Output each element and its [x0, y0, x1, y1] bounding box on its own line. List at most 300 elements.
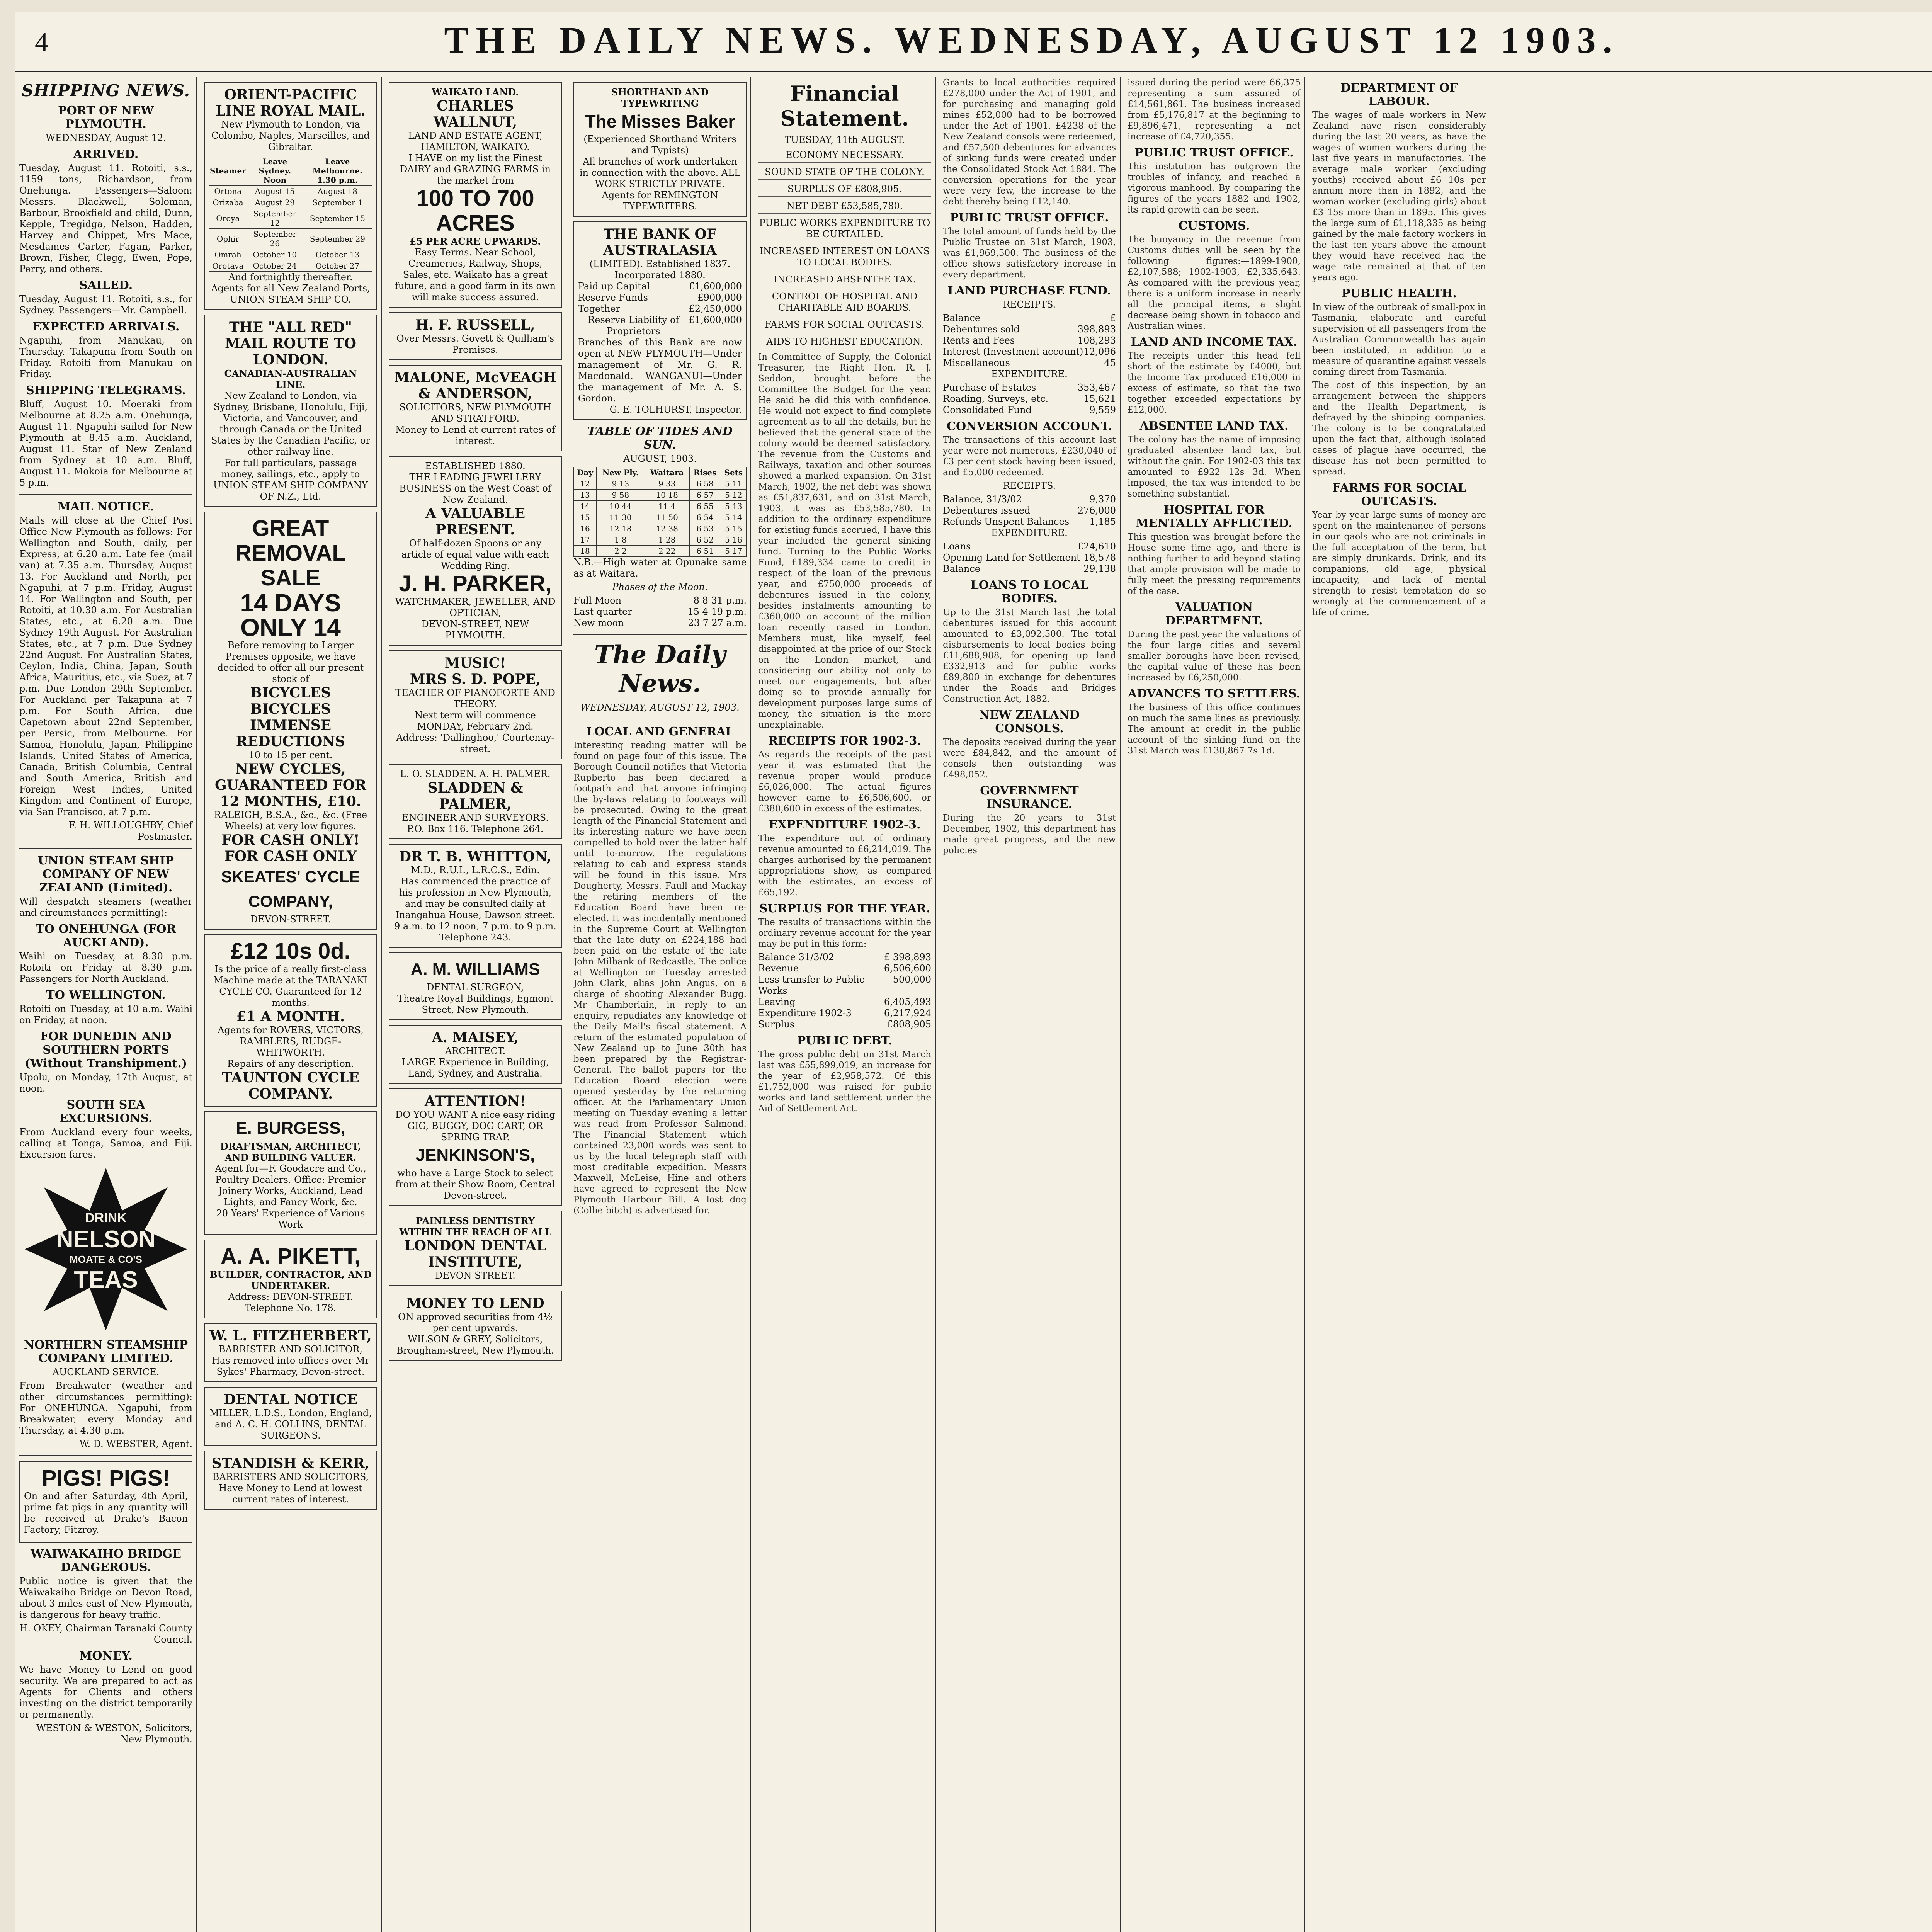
baker-heading: SHORTHAND AND TYPEWRITING [611, 87, 709, 109]
parker-title: WATCHMAKER, JEWELLER, AND OPTICIAN, [395, 596, 556, 618]
surplus-row [758, 974, 931, 997]
steamer-header-cell: Leave Melbourne. 1.30 p.m. [303, 156, 372, 186]
parker-address: DEVON-STREET, NEW PLYMOUTH. [421, 619, 529, 641]
loans-text: Up to the 31st March last the total debentures issued for this account amounted to £3,092,500. The total disbursements to local bodies being £11,688,988, for opening up land £332,913 and for public works £89,800 in exchange for debentures under the Roads and Bridges Construction Act, 1882. [943, 607, 1116, 704]
standish-advert [204, 1451, 377, 1510]
money-text: We have Money to Lend on good security. We are prepared to act as Agents for Clients and others investing on the district temporarily or permanently. [19, 1664, 192, 1720]
steamer-cell: September 1 [303, 197, 372, 208]
pikett-advert [204, 1240, 377, 1318]
walnut-title: LAND AND ESTATE AGENT, HAMILTON, WAIKATO. [408, 130, 543, 152]
paper-date: WEDNESDAY, AUGUST 12, 1903. [580, 702, 740, 713]
surplus-row [758, 1008, 931, 1019]
tides-row [574, 501, 747, 512]
whitton-advert [389, 844, 562, 948]
conversion-receipt-row-value: 1,185 [1089, 516, 1116, 527]
walnut-text: I HAVE on my list the Finest DAIRY and GRAZING FARMS in the market from [400, 153, 551, 186]
bank-row [578, 303, 742, 315]
financial-date: TUESDAY, 11th AUGUST. [784, 134, 905, 145]
steamer-header-cell: Leave Sydney. Noon [247, 156, 303, 186]
advances-text: The business of this office continues on much the same lines as previously. The amount at credit in the public account of the sinking fund on the 31st March was £138,867 7s 1d. [1128, 702, 1301, 756]
tides-cell: 12 18 [597, 523, 645, 534]
removal-reductions: IMMENSE REDUCTIONS [236, 717, 345, 750]
land-receipt-row [943, 346, 1116, 357]
steamer-table-body [209, 186, 372, 272]
sladden-title: ENGINEER AND SURVEYORS. [402, 812, 549, 823]
bank-row-value: £1,600,000 [689, 315, 742, 325]
maisey-title: ARCHITECT. [445, 1046, 506, 1056]
tides-cell: 11 4 [645, 501, 689, 512]
tides-table-body [574, 478, 747, 557]
steamer-cell: September 12 [247, 208, 303, 229]
financial-headline: PUBLIC WORKS EXPENDITURE TO BE CURTAILED. [758, 216, 931, 242]
telegrams-heading: SHIPPING TELEGRAMS. [26, 384, 186, 397]
land-receipt-row-label: Balance [943, 313, 981, 323]
parker-gift-text: Of half-dozen Spoons or any article of equal value with each Wedding Ring. [401, 538, 549, 571]
customs-text: The buoyancy in the revenue from Customs duties will be seen by the following figures:—1899-1900, £2,107,588; 1902-1903, £2,335,643. As compared with the previous year, there is a uniform increase in nearly all the principal items, a slight decrease being shown in tobacco and Australian wines. [1128, 235, 1301, 331]
land-receipt-row [943, 313, 1116, 324]
bank-row-label: Paid up Capital [578, 281, 650, 292]
steamer-row [209, 260, 372, 272]
surplus-row [758, 963, 931, 974]
port-heading: PORT OF NEW PLYMOUTH. [58, 104, 154, 131]
excursions-heading: SOUTH SEA EXCURSIONS. [59, 1098, 153, 1125]
sailed-heading: SAILED. [79, 279, 133, 292]
tides-cell: 5 13 [721, 501, 746, 512]
land-expenditure-row [943, 382, 1116, 393]
surplus-row-label: Balance 31/3/02 [758, 952, 835, 963]
land-receipt-row [943, 335, 1116, 346]
union-company-text: Will despatch steamers (weather and circumstances permitting): [19, 896, 192, 918]
conversion-expenditure-row-value: 29,138 [1083, 563, 1116, 574]
tides-cell: 14 [574, 501, 597, 512]
burgess-name: E. BURGESS, [236, 1119, 345, 1138]
local-news-text: Interesting reading matter will be found on page four of this issue. The Borough Council notifies that Victoria Rupberto has been declared a footpath and that anyone infringing the by-laws relating to footways will be prosecuted. Owing to the great length of the Financial Statement and its interesting nature we have been compelled to hold over the latter half until to-morrow. The regulations relating to cab and express stands will be found in this issue. Mrs Dougherty, Messrs. Faull and Mackay the retiring members of the Education Board have been re-elected. It was incidentally mentioned in the Supreme Court at Wellington that the late duty on £224,188 had been paid on the estate of the late John Milbank of Redcastle. The police at Wellington on Tuesday arrested John Clark, alias John Angus, on a charge of shooting Alexander Bugg. Mr Chamberlain, in reply to an enquiry, repudiates any knowledge of the Daily Mail's fiscal statement. A return of the estimated population of New Zealand up to June 30th has been prepared by the Registrar-General. The ballot papers for the Education Board election were opened yesterday by the returning officer. At the Parliamentary Union meeting on Tuesday evening a letter was read from Professor Salmond. The Financial Statement which contained 23,000 words was sent to us by the local telegraph staff with most creditable expedition. Messrs Maxwell, McLeise, Hine and others have agreed to represent the New Plymouth Harbour Bill. A lost dog (Collie bitch) is advertised for. [573, 740, 747, 1216]
land-expenditure-table [943, 382, 1116, 416]
land-receipt-row-value: 45 [1104, 357, 1116, 368]
telegrams-text: Bluff, August 10. Moeraki from Melbourne at 8.25 a.m. Onehunga, August 11. Ngapuhi sailed for New Plymouth at 8.45 a.m. Auckland, August 11. Star of New Zealand from Sydney at 10 a.m. Bluff, August 11. Mokoia for Melbourne at 5 p.m. [19, 399, 192, 488]
sladden-firm: SLADDEN & PALMER, [427, 780, 523, 812]
bank-row [578, 281, 742, 292]
financial-headline: SURPLUS OF £808,905. [758, 182, 931, 197]
institute-address: DEVON STREET. [435, 1270, 515, 1281]
conversion-expenditure-row-label: Balance [943, 563, 981, 574]
tides-cell: 6 53 [689, 523, 721, 534]
baker-subheading: (Experienced Shorthand Writers and Typists) [583, 134, 736, 156]
moon-row-value: 15 4 19 p.m. [687, 606, 747, 617]
tides-cell: 10 18 [645, 490, 689, 501]
whitton-text: Has commenced the practice of his profession in New Plymouth, and may be consulted daily at Inangahua House, Dawson street. [395, 876, 555, 920]
williams-title: DENTAL SURGEON, [427, 982, 524, 993]
surplus-row-label: Leaving [758, 997, 796, 1007]
star-text-teas: TEAS [74, 1267, 138, 1293]
cycle-agents: Agents for ROVERS, VICTORS, RAMBLERS, RUDGE-WHITWORTH. [218, 1025, 364, 1058]
malone-note: Money to Lend at current rates of interest. [395, 424, 555, 446]
orient-note: And fortnightly thereafter. [228, 272, 353, 282]
attention-heading: ATTENTION! [424, 1093, 526, 1109]
moon-phases-list [573, 595, 747, 629]
sladden-telephone: P.O. Box 116. Telephone 264. [407, 823, 544, 834]
land-expenditure-row-value: 353,467 [1077, 382, 1116, 393]
whitton-name: DR T. B. WHITTON, [399, 849, 552, 865]
pope-address: Address: 'Dallinghoo,' Courtenay-street. [396, 732, 554, 754]
malone-name: MALONE, McVEAGH & ANDERSON, [394, 369, 556, 402]
taunton-name: TAUNTON CYCLE COMPANY. [222, 1070, 359, 1102]
new-cycles: NEW CYCLES, GUARANTEED FOR 12 MONTHS, £10. [215, 761, 366, 810]
music-advert [389, 650, 562, 759]
dental-heading: DENTAL NOTICE [223, 1391, 358, 1408]
tides-table-header [574, 467, 747, 478]
tides-header-cell: New Ply. [597, 467, 645, 478]
tides-cell: 18 [574, 546, 597, 557]
sailed-text: Tuesday, August 11. Rotoiti, s.s., for Sydney. Passengers—Mr. Campbell. [19, 294, 192, 316]
column-financial-departments [1124, 77, 1305, 1932]
williams-advert [389, 952, 562, 1020]
cycle-repairs: Repairs of any description. [227, 1058, 354, 1069]
steamer-cell: October 24 [247, 260, 303, 272]
star-text-nelson: NELSON [56, 1226, 156, 1253]
insurance-text-continued: issued during the period were 66,375 representing a sum assured of £14,561,861. The business increased from £5,176,817 at the beginning to £9,896,471, representing a net increase of £4,720,355. [1128, 78, 1301, 142]
land-receipts-table [943, 313, 1116, 369]
baker-text: All branches of work undertaken in connection with the above. ALL WORK STRICTLY PRIVATE. [579, 156, 741, 189]
conversion-receipt-row-value: 9,370 [1089, 494, 1116, 505]
steamer-row [209, 186, 372, 197]
tides-cell: 1 8 [597, 534, 645, 546]
sladden-advert [389, 764, 562, 839]
dental-institute-advert [389, 1211, 562, 1286]
conversion-expenditure-row [943, 552, 1116, 563]
tides-cell: 5 12 [721, 490, 746, 501]
institute-name: LONDON DENTAL INSTITUTE, [404, 1238, 546, 1270]
steamer-cell: August 29 [247, 197, 303, 208]
land-expenditure-row [943, 405, 1116, 416]
cycle-price-text: Is the price of a really first-class Machine made at the TARANAKI CYCLE CO. Guaranteed for 12 months. [213, 964, 368, 1008]
tides-cell: 2 22 [645, 546, 689, 557]
land-receipt-row-value: 108,293 [1077, 335, 1116, 346]
health-text: In view of the outbreak of small-pox in Tasmania, elaborate and careful supervision of all passengers from the Australian Commonwealth has again been instituted, in addition to a measure of quarantine against vessels coming direct from Tasmania. [1312, 302, 1486, 377]
public-trust-text: The total amount of funds held by the Public Trustee on 31st March, 1903, was £1,969,500. The business of the office shows satisfactory increase in every department. [943, 226, 1116, 280]
union-company-heading: UNION STEAM SHIP COMPANY OF NEW ZEALAND (Limited). [37, 854, 174, 895]
northern-service: AUCKLAND SERVICE. [52, 1367, 160, 1378]
burgess-experience: 20 Years' Experience of Various Work [216, 1208, 365, 1230]
tides-cell: 16 [574, 523, 597, 534]
land-receipt-row-value: 398,893 [1077, 324, 1116, 335]
nelson-tea-star-advert [21, 1164, 191, 1334]
conversion-expenditure-row [943, 563, 1116, 575]
burgess-advert [204, 1111, 377, 1235]
all-red-route-advert [204, 315, 377, 507]
malone-advert [389, 365, 562, 451]
tides-cell: 13 [574, 490, 597, 501]
land-tax-heading: LAND AND INCOME TAX. [1131, 335, 1298, 349]
steamer-cell: October 10 [247, 249, 303, 260]
surplus-row-label: Surplus [758, 1019, 795, 1030]
bank-text: Branches of this Bank are now open at NEW PLYMOUTH—Under management of Mr. G. R. Macdonald. WANGANUI—Under the management of Mr. A. S. Gordon. [578, 337, 742, 404]
removal-reductions-note: 10 to 15 per cent. [248, 750, 333, 760]
financial-text: In Committee of Supply, the Colonial Treasurer, the Right Hon. R. J. Seddon, brought before the Committee the Budget for the year. He said he did this with confidence. He would not expect to find complete agreement as to all the details, but he believed that the general state of the colony would be deemed satisfactory. The revenue from the Customs and Railways, taxation and other sources showed a marked expansion. On 31st March, 1902, the net debt was shown as £51,837,631, and on 31st March, 1903, it was as £53,585,780. In addition to the ordinary expenditure for existing funds accrued, I have this year included the general sinking fund. Turning to the Public Works Fund, £189,334 came to credit in respect of the loan of the previous year, and £750,000 proceeds of debentures issued in the colony, besides instalments amounting to £360,000 on account of the million loan recently raised in London. Members must, like myself, feel disappointed at the price of our Stock on the London market, and considering our ability not only to meet our engagements, but after doing so to provide annually for development purposes large sums of money, the situation is the more unexplainable. [758, 352, 931, 730]
steamer-table [209, 156, 372, 272]
walnut-advert [389, 82, 562, 308]
canadian-note: For full particulars, passage money, sailings, etc., apply to UNION STEAM SHIP COMPANY OF N.Z., Ltd. [213, 457, 368, 502]
absentee-heading: ABSENTEE LAND TAX. [1139, 419, 1289, 433]
surplus-row-value: £ 398,893 [884, 952, 931, 963]
surplus-row [758, 952, 931, 963]
newspaper-page [15, 12, 1932, 1932]
valuation-text: During the past year the valuations of the four large cities and several smaller boroughs have been revised, the capital value of these has been increased by £6,250,000. [1128, 629, 1301, 683]
conversion-expenditure-row [943, 541, 1116, 552]
russell-name: H. F. RUSSELL, [415, 317, 535, 333]
tides-cell: 5 11 [721, 478, 746, 490]
tides-cell: 11 50 [645, 512, 689, 523]
northern-text: From Breakwater (weather and other circumstances permitting): For ONEHUNGA. Ngapuhi, from Breakwater, every Monday and Thursday, at 4.30 p.m. [19, 1380, 192, 1436]
bank-row-value: £1,600,000 [689, 281, 742, 292]
conversion-receipt-row-label: Debentures issued [943, 505, 1031, 516]
tides-heading: TABLE OF TIDES AND SUN. [587, 425, 733, 452]
customs-heading: CUSTOMS. [1178, 219, 1250, 233]
conversion-heading: CONVERSION ACCOUNT. [947, 420, 1112, 433]
steamer-row [209, 197, 372, 208]
music-heading: MUSIC! [444, 655, 506, 671]
land-receipt-row-label: Miscellaneous [943, 357, 1010, 368]
tides-header-cell: Sets [721, 467, 746, 478]
walnut-location: WAIKATO LAND. [432, 87, 519, 98]
conversion-expenditure-row-value: 18,578 [1083, 552, 1116, 563]
steamer-cell: September 29 [303, 229, 372, 249]
bank-row-label: Together [578, 303, 620, 314]
bank-row-value: £2,450,000 [689, 303, 742, 314]
expected-heading: EXPECTED ARRIVALS. [32, 320, 180, 333]
skeates-address: DEVON-STREET. [250, 914, 331, 925]
conversion-receipt-row-label: Balance, 31/3/02 [943, 494, 1022, 505]
financial-heading: Financial Statement. [780, 81, 909, 131]
parker-advert [389, 456, 562, 646]
walnut-name: CHARLES WALLNUT, [433, 98, 517, 130]
cycle-monthly: £1 A MONTH. [236, 1009, 345, 1025]
expenditure-text: The expenditure out of ordinary revenue amounted to £6,214,019. The charges authorised by the permanent appropriations show, as compared with the estimates, an excess of £65,192. [758, 833, 931, 898]
attention-text: DO YOU WANT A nice easy riding GIG, BUGGY, DOG CART, OR SPRING TRAP. [395, 1109, 555, 1143]
absentee-text: The colony has the name of imposing graduated absentee land tax, but without the gain. For 1902-03 this tax amounted to £922 12s 3d. When imposed, the tax was intended to be something substantial. [1128, 435, 1301, 499]
land-receipt-row-label: Rents and Fees [943, 335, 1015, 346]
financial-headline: INCREASED ABSENTEE TAX. [758, 272, 931, 287]
steamer-table-header [209, 156, 372, 186]
bridge-signature: H. OKEY, Chairman Taranaki County Council. [19, 1623, 192, 1645]
surplus-row-value: 6,405,493 [884, 997, 931, 1007]
parker-established: ESTABLISHED 1880. [425, 461, 526, 471]
conversion-receipts-heading: RECEIPTS. [1003, 480, 1056, 491]
divider [19, 848, 192, 849]
consols-heading: NEW ZEALAND CONSOLS. [979, 708, 1080, 735]
outcasts-text: Year by year large sums of money are spent on the maintenance of persons in our gaols who are not criminals in the full acceptation of the term, but are simply drunkards. Drink, and its companions, old age, physical incapacity, and lack of mental strength to resist temptation do so wrongly at the commencement of a life of crime. [1312, 510, 1486, 617]
financial-text-continued: Grants to local authorities required £278,000 under the Act of 1901, and for purchasing and managing gold mines £52,000 had to be borrowed under the Act of 1901. £4238 of the New Zealand consols were redeemed, and £57,500 debentures for advances of sinking funds were created under the Consolidated Stock Act 1884. The conversion operations for the year were very few, the increase to the debt thereby being £12,140. [943, 78, 1116, 207]
star-text-drink: DRINK [85, 1211, 127, 1225]
tides-cell: 2 2 [597, 546, 645, 557]
newspaper-title: THE DAILY NEWS. WEDNESDAY, AUGUST 12 1903. [444, 19, 1619, 61]
conversion-receipt-row [943, 516, 1116, 527]
tides-cell: 5 17 [721, 546, 746, 557]
conversion-receipt-row-value: 276,000 [1077, 505, 1116, 516]
removal-text: Before removing to Larger Premises opposite, we have decided to offer all our present stock of [217, 640, 364, 684]
pigs-advert [19, 1461, 192, 1543]
baker-name: The Misses Baker [585, 111, 735, 131]
excursions-text: From Auckland every four weeks, calling at Tonga, Samoa, and Fiji. Excursion fares. [19, 1127, 192, 1160]
dunedin-heading: FOR DUNEDIN AND SOUTHERN PORTS (Without Transhipment.) [25, 1030, 187, 1070]
local-news-heading: LOCAL AND GENERAL [586, 725, 734, 738]
page-number: 4 [35, 27, 48, 57]
surplus-row-value: £808,905 [887, 1019, 931, 1030]
steamer-cell: Orizaba [209, 197, 247, 208]
column-financial-statement [754, 77, 936, 1932]
maisey-advert [389, 1025, 562, 1084]
tides-cell: 5 14 [721, 512, 746, 523]
tides-month: AUGUST, 1903. [623, 453, 697, 464]
acres-text: Easy Terms. Near School, Creameries, Railway, Shops, Sales, etc. Waikato has a great future, and a good farm in its own will make success assured. [395, 247, 556, 303]
financial-headline: SOUND STATE OF THE COLONY. [758, 165, 931, 180]
removal-bicycles: BICYCLES BICYCLES [250, 685, 331, 717]
cash-only: FOR CASH ONLY! FOR CASH ONLY [221, 832, 360, 864]
land-receipt-row-value: £ [1110, 313, 1116, 323]
conversion-text: The transactions of this account last year were not numerous, £230,040 of £3 per cent stock having been issued, and £5,000 redeemed. [943, 435, 1116, 478]
moon-heading: Phases of the Moon. [612, 582, 708, 592]
lend-heading: MONEY TO LEND [406, 1295, 544, 1311]
conversion-expenditure-row-label: Loans [943, 541, 971, 552]
baker-note: Agents for REMINGTON TYPEWRITERS. [602, 190, 718, 212]
financial-headline: FARMS FOR SOCIAL OUTCASTS. [758, 318, 931, 332]
labour-heading: DEPARTMENT OF LABOUR. [1340, 81, 1458, 108]
valuation-heading: VALUATION DEPARTMENT. [1165, 600, 1263, 628]
advances-heading: ADVANCES TO SETTLERS. [1128, 687, 1301, 701]
tides-header-cell: Day [574, 467, 597, 478]
conversion-receipts-table [943, 494, 1116, 527]
acres-price: £5 PER ACRE UPWARDS. [410, 236, 541, 247]
expenditure-heading: EXPENDITURE 1902-3. [769, 818, 921, 832]
receipts-heading: RECEIPTS FOR 1902-3. [768, 734, 921, 748]
land-expenditure-row-value: 15,621 [1083, 393, 1116, 404]
land-expenditure-row-label: Consolidated Fund [943, 405, 1032, 415]
labour-text: The wages of male workers in New Zealand have risen considerably during the last 20 years, as have the wages of women workers during the last five years in manufactories. The average male worker (excluding youths) received about £6 10s per annum more than in 1892, and the woman worker (excluding girls) about £3 15s more than in 1895. This gives the large sum of £1,118,335 as being gained by the male factory workers in the last ten years above the amount they would have received had the wage rate remained at that of ten years ago. [1312, 110, 1486, 282]
dunedin-text: Upolu, on Monday, 17th August, at noon. [19, 1072, 192, 1094]
tides-row [574, 512, 747, 523]
tides-row [574, 546, 747, 557]
public-debt-heading: PUBLIC DEBT. [797, 1034, 893, 1048]
column-business-adverts [385, 77, 566, 1932]
divider [19, 1455, 192, 1456]
maisey-text: LARGE Experience in Building, Land, Sydney, and Australia. [401, 1057, 549, 1079]
tides-cell: 9 58 [597, 490, 645, 501]
surplus-row-label: Less transfer to Public Works [758, 974, 865, 996]
paper-name: The Daily News. [594, 640, 726, 698]
fitzherbert-text: Has removed into offices over Mr Sykes' Pharmacy, Devon-street. [212, 1355, 369, 1377]
mail-notice-heading: MAIL NOTICE. [58, 500, 154, 514]
tides-cell: 12 [574, 478, 597, 490]
conversion-receipt-row [943, 505, 1116, 516]
pikett-name: A. A. PIKETT, [221, 1244, 361, 1269]
column-shipping-adverts [200, 77, 382, 1932]
tides-cell: 6 52 [689, 534, 721, 546]
tides-cell: 17 [574, 534, 597, 546]
surplus-row [758, 1019, 931, 1030]
parker-name: J. H. PARKER, [399, 571, 552, 596]
steamer-cell: October 27 [303, 260, 372, 272]
money-to-lend-advert [389, 1291, 562, 1361]
money-heading: MONEY. [79, 1649, 133, 1663]
moon-row [573, 595, 747, 606]
pikett-address: Address: DEVON-STREET. [228, 1291, 353, 1302]
conversion-expenditure-row-label: Opening Land for Settlement [943, 552, 1080, 563]
bank-row-value: £900,000 [697, 292, 742, 303]
surplus-row-label: Expenditure 1902-3 [758, 1008, 852, 1019]
tides-cell: 5 15 [721, 523, 746, 534]
moon-row-label: Full Moon [573, 595, 622, 606]
insurance-text: During the 20 years to 31st December, 1902, this department has made great progress, and the new policies [943, 813, 1116, 855]
tides-cell: 9 33 [645, 478, 689, 490]
cycle-price: £12 10s 0d. [231, 939, 350, 964]
removal-days: 14 DAYS ONLY 14 [240, 589, 341, 641]
bank-capital-list [578, 281, 742, 337]
parker-text: THE LEADING JEWELLERY BUSINESS on the West Coast of New Zealand. [399, 472, 551, 505]
steamer-row [209, 229, 372, 249]
hospital-text: This question was brought before the House some time ago, and there is nothing further to add beyond stating that ample provision will be made to fully meet the pressing requirements of the case. [1128, 532, 1301, 596]
bank-row-label: Reserve Funds [578, 292, 648, 303]
shipping-heading: SHIPPING NEWS. [21, 81, 190, 100]
receipts-text: As regards the receipts of the past year it was estimated that the revenue proper would produce £6,026,000. The actual figures however came to £6,506,600, or £380,600 in excess of the estimates. [758, 750, 931, 814]
star-text-moate: MOATE & CO'S [70, 1253, 142, 1265]
canadian-line: CANADIAN-AUSTRALIAN LINE. [224, 368, 357, 390]
fitzherbert-title: BARRISTER AND SOLICITOR, [218, 1344, 363, 1355]
tides-cell: 12 38 [645, 523, 689, 534]
tides-cell: 11 30 [597, 512, 645, 523]
parker-gift: A VALUABLE PRESENT. [425, 505, 526, 538]
sladden-names: L. O. SLADDEN. A. H. PALMER. [400, 769, 551, 779]
acres-heading: 100 TO 700 ACRES [416, 186, 534, 236]
burgess-title: DRAFTSMAN, ARCHITECT, AND BUILDING VALUER. [220, 1141, 361, 1163]
steamer-row [209, 249, 372, 260]
land-receipt-row-label: Interest (Investment account) [943, 346, 1083, 357]
arrived-text: Tuesday, August 11. Rotoiti, s.s., 1159 tons, Richardson, from Onehunga. Passengers—Saloon: Messrs. Blackwell, Soloman, Barbour, Brookfield and child, Dunn, Kepple, Tregidga, Nelson, Hadden, Harvey and Chippet, Mrs Mace, Mesdames Carter, Fagan, Parker, Brown, Fisher, Clegg, Ewen, Pope, Perry, and others. [19, 163, 192, 274]
column-local-news [570, 77, 751, 1932]
financial-headline: AIDS TO HIGHEST EDUCATION. [758, 335, 931, 349]
moon-row-value: 8 8 31 p.m. [693, 595, 747, 606]
skeates-name: SKEATES' CYCLE COMPANY, [221, 867, 360, 910]
tides-row [574, 534, 747, 546]
orient-subheading: New Plymouth to London, via Colombo, Naples, Marseilles, and Gibraltar. [211, 119, 370, 152]
moon-row-label: Last quarter [573, 606, 632, 617]
conversion-expenditure-table [943, 541, 1116, 575]
lend-signature: WILSON & GREY, Solicitors, Brougham-street, New Plymouth. [396, 1334, 554, 1356]
trust-office-text: This institution has outgrown the troubles of infancy, and reached a vigorous manhood. By comparing the figures of the years 1882 and 1902, its rapid growth can be seen. [1128, 162, 1301, 215]
jenkinsons-text: who have a Large Stock to select from at their Show Room, Central Devon-street. [395, 1168, 555, 1201]
mail-notice-text: Mails will close at the Chief Post Office New Plymouth as follows: For Wellington and South, daily, per Express, at 6.20 a.m. Late fee (mail van) at 7.35 a.m. Thursday, August 13. For Auckland and North, per Ngapuhi, at 7 p.m. Friday, August 14. For Wellington and South, per Rotoiti, at 10.30 a.m. For Australian States, etc., at 6.20 a.m. Due Sydney 19th August. For Australian States, etc., at 7 p.m. Due Sydney 22nd August. For Australian States, Ceylon, India, China, Japan, South Africa, Mauritius, etc., via Suez, at 7 p.m. Due London 29th September. For Auckland per Takapuna at 7 p.m. For South Africa, due Capetown about 22nd September, per Persic, from Melbourne. For Samoa, Honolulu, Japan, Philippine Islands, United States of America, Canada, British Columbia, Central and South America, British and Foreign West Indies, United Kingdom and Continent of Europe, via San Francisco, at 7 p.m. [19, 515, 192, 817]
pigs-text: On and after Saturday, 4th April, prime fat pigs in any quantity will be received at Drake's Bacon Factory, Fitzroy. [24, 1491, 188, 1535]
conversion-expenditure-row-value: £24,610 [1077, 541, 1116, 552]
jenkinsons-name: JENKINSON'S, [415, 1146, 535, 1165]
tides-cell: 5 16 [721, 534, 746, 546]
pope-title: TEACHER OF PIANOFORTE AND THEORY. [395, 687, 555, 709]
removal-sale-advert [204, 512, 377, 930]
tides-header-cell: Waitara [645, 467, 689, 478]
wellington-text: Rotoiti on Tuesday, at 10 a.m. Waihi on Friday, at noon. [19, 1003, 192, 1026]
maisey-name: A. MAISEY, [432, 1029, 519, 1046]
tides-note: N.B.—High water at Opunake same as at Waitara. [573, 557, 747, 579]
steamer-cell: Orotava [209, 260, 247, 272]
mail-notice-signature: F. H. WILLOUGHBY, Chief Postmaster. [68, 820, 192, 842]
tides-cell: 6 54 [689, 512, 721, 523]
russell-advert [389, 312, 562, 360]
financial-headline: NET DEBT £53,585,780. [758, 199, 931, 214]
northern-company-heading: NORTHERN STEAMSHIP COMPANY LIMITED. [24, 1338, 188, 1365]
land-receipt-row [943, 324, 1116, 335]
tides-cell: 1 28 [645, 534, 689, 546]
tides-cell: 6 58 [689, 478, 721, 490]
conversion-receipt-row-label: Refunds Unspent Balances [943, 516, 1070, 527]
